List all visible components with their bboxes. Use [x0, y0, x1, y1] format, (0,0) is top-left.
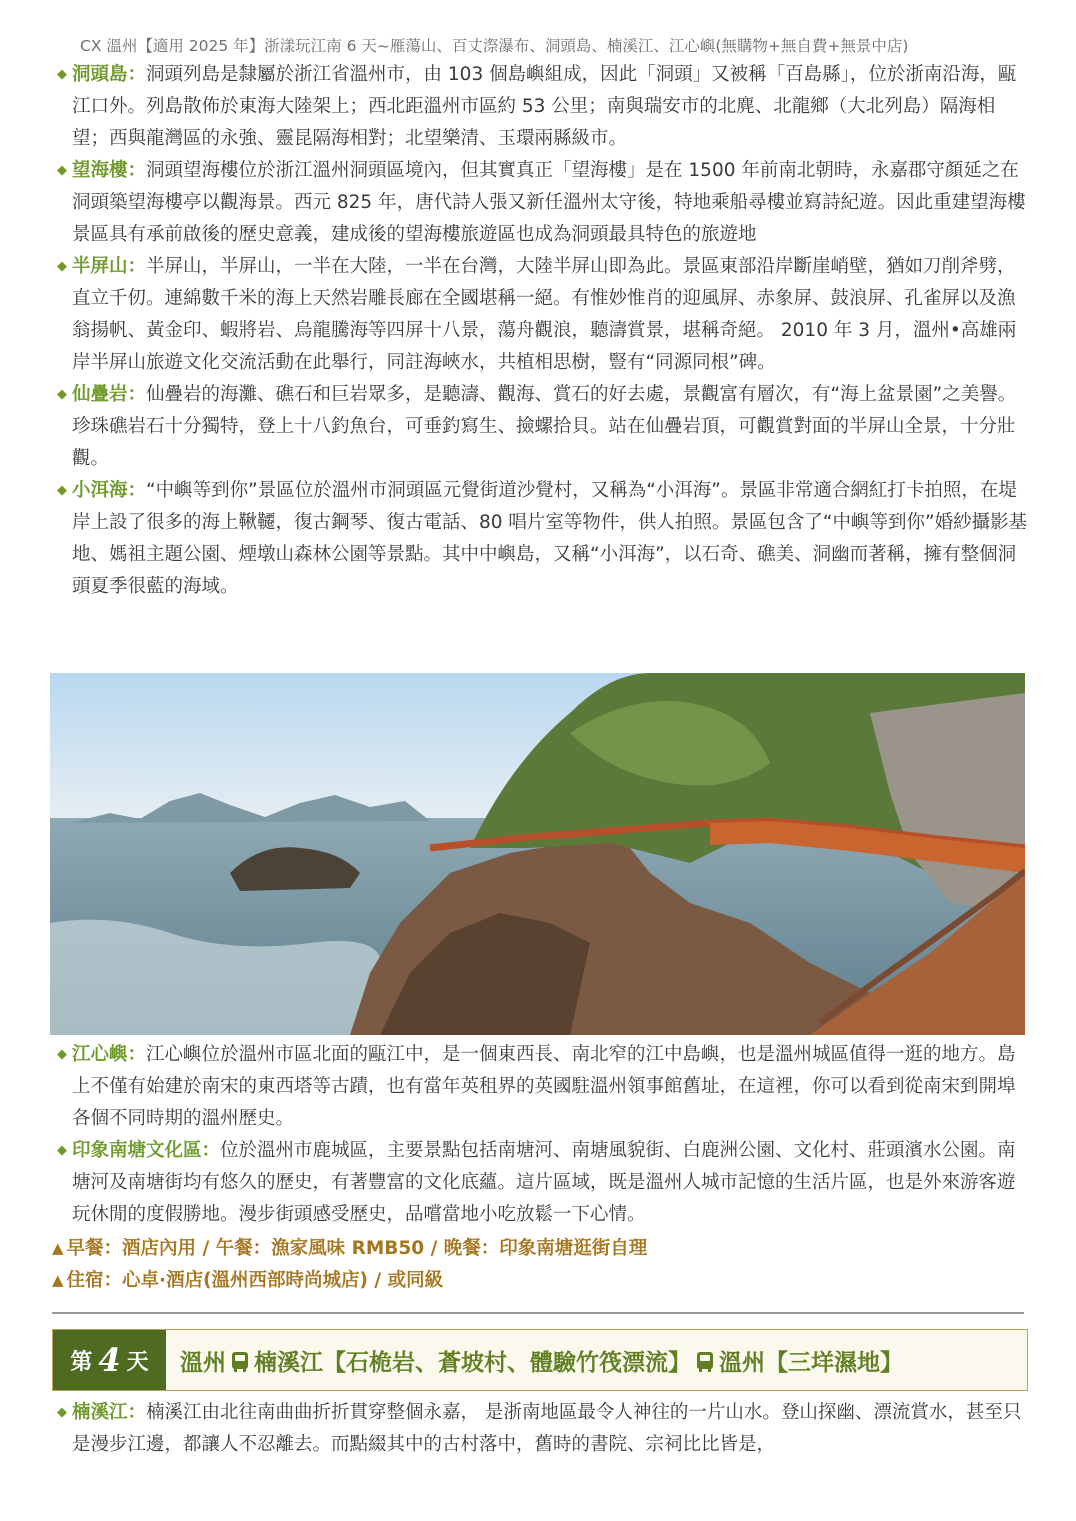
entry-text: 洞頭望海樓位於浙江溫州洞頭區境內，但其實真正「望海樓」是在 1500 年前南北朝時，永嘉郡守顏延之在洞頭築望海樓亭以觀海景。西元 825 年，唐代詩人張又新任溫州太守後，特地乘船尋樓並寫詩紀遊。因此重建望海樓景區具有承前啟後的歷史意義，建成後的望海樓旅遊區也成為洞頭最具特色的旅遊地 [72, 160, 1026, 245]
entry-colon: ： [127, 384, 147, 405]
entry-colon: ： [127, 256, 147, 277]
day-number-box [53, 1330, 166, 1390]
entry-jiangxin-islet [50, 1039, 1030, 1135]
entry-text: 半屏山，半屏山，一半在大陸，一半在台灣，大陸半屏山即為此。景區東部沿岸斷崖峭壁，猶如刀削斧劈，直立千仞。連綿數千米的海上天然岩雕長廊在全國堪稱一絕。有惟妙惟肖的迎風屏、赤象屏、鼓浪屏、孔雀屏以及漁翁揚帆、黃金印、蝦將岩、烏龍騰海等四屏十八景，蕩舟觀浪，聽濤賞景，堪稱奇絕。 2010 年 3 月，溫州•高雄兩岸半屏山旅遊文化交流活動在此舉行，同註海峽水，共植相思樹，豎有“同源同根”碑。 [72, 256, 1017, 373]
diamond-bullet-icon: ◆ [57, 387, 67, 402]
entry-colon: ： [127, 64, 147, 85]
diamond-bullet-icon: ◆ [57, 259, 67, 274]
route-part-3: 溫州【三垟濕地】 [719, 1349, 903, 1376]
photo-illustration [50, 673, 1025, 1035]
entry-text: 江心嶼位於溫州市區北面的甌江中，是一個東西長、南北窄的江中島嶼，也是溫州城區值得一逛的地方。島上不僅有始建於南宋的東西塔等古蹟，也有當年英租界的英國駐溫州領事館舊址，在這裡，你可以看到從南宋到開埠各個不同時期的溫州歷史。 [72, 1044, 1016, 1129]
entry-text: 仙疊岩的海灘、礁石和巨岩眾多，是聽濤、觀海、賞石的好去處，景觀富有層次，有“海上盆景園”之美譽。珍珠礁岩石十分獨特，登上十八釣魚台，可垂釣寫生、撿螺拾貝。站在仙疊岩頂，可觀賞對面的半屏山全景，十分壯觀。 [72, 384, 1017, 469]
entry-title: 江心嶼 [72, 1044, 128, 1065]
day-prefix: 第 [70, 1349, 93, 1375]
entry-nanxi-river [50, 1397, 1030, 1461]
triangle-marker-icon: ▲ [52, 1239, 64, 1257]
entry-colon: ： [127, 1044, 147, 1065]
entry-dongtou-island [50, 59, 1030, 155]
day-suffix: 天 [126, 1349, 149, 1375]
meal-line [52, 1234, 647, 1260]
entry-title: 印象南塘文化區 [72, 1140, 202, 1161]
bus-icon [697, 1352, 713, 1369]
entry-colon: ： [127, 160, 147, 181]
entry-text: 洞頭列島是隸屬於浙江省溫州市，由 103 個島嶼組成，因此「洞頭」又被稱「百島縣」，位於浙南沿海，甌江口外。列島散佈於東海大陸架上；西北距溫州市區約 53 公里；南與瑞安市的北麂、北龍鄉（大北列島）隔海相望；西與龍灣區的永強、靈昆隔海相對；北望樂清、玉環兩縣級市。 [72, 64, 1017, 149]
stay-text: 住宿：心卓·酒店(溫州西部時尚城店) / 或同級 [66, 1270, 444, 1291]
section-divider [52, 1312, 1024, 1314]
entries-top [50, 59, 1030, 603]
entry-wanghai-tower [50, 155, 1030, 251]
entry-title: 半屏山 [72, 256, 128, 277]
entry-text: 位於溫州市鹿城區，主要景點包括南塘河、南塘風貌街、白鹿洲公園、文化村、莊頭濱水公園。南塘河及南塘街均有悠久的歷史，有著豐富的文化底蘊。這片區域，既是溫州人城市記憶的生活片區，也是外來游客遊玩休閒的度假勝地。漫步街頭感受歷史，品嚐當地小吃放鬆一下心情。 [72, 1140, 1016, 1225]
entry-text: “中嶼等到你”景區位於溫州市洞頭區元覺街道沙覺村，又稱為“小洱海”。景區非常適合網紅打卡拍照，在堤岸上設了很多的海上鞦韆，復古鋼琴、復古電話、80 唱片室等物件，供人拍照。景區包含了“中嶼等到你”婚紗攝影基地、媽祖主題公園、煙墩山森林公園等景點。其中中嶼島，又稱“小洱海”，以石奇、礁美、洞幽而著稱，擁有整個洞頭夏季很藍的海域。 [72, 480, 1028, 597]
diamond-bullet-icon: ◆ [57, 1143, 67, 1158]
entry-title: 小洱海 [72, 480, 128, 501]
diamond-bullet-icon: ◆ [57, 1405, 67, 1420]
bus-icon [232, 1352, 248, 1369]
entry-nantang-culture [50, 1135, 1030, 1231]
triangle-marker-icon: ▲ [52, 1271, 64, 1289]
day4-banner [52, 1329, 1028, 1391]
diamond-bullet-icon: ◆ [57, 1047, 67, 1062]
entry-xiandie-rock [50, 379, 1030, 475]
meal-text: 早餐：酒店內用 / 午餐：漁家風味 RMB50 / 晚餐：印象南塘逛街自理 [66, 1238, 648, 1259]
entries-bottom [50, 1397, 1030, 1461]
entry-title: 望海樓 [72, 160, 128, 181]
entry-title: 洞頭島 [72, 64, 128, 85]
entry-text: 楠溪江由北往南曲曲折折貫穿整個永嘉， 是浙南地區最令人神往的一片山水。登山探幽、漂流賞水，甚至只是漫步江邊，都讓人不忍離去。而點綴其中的古村落中，舊時的書院、宗祠比比皆是， [72, 1402, 1022, 1455]
entry-colon: ： [127, 480, 147, 501]
day-number: 4 [98, 1341, 121, 1379]
diamond-bullet-icon: ◆ [57, 163, 67, 178]
diamond-bullet-icon: ◆ [57, 483, 67, 498]
entry-title: 楠溪江 [72, 1402, 128, 1423]
entry-title: 仙疊岩 [72, 384, 128, 405]
route-part-2: 楠溪江【石桅岩、蒼坡村、體驗竹筏漂流】 [254, 1349, 691, 1376]
diamond-bullet-icon: ◆ [57, 67, 67, 82]
entries-mid [50, 1039, 1030, 1231]
entry-colon: ： [201, 1140, 221, 1161]
day-route-title [180, 1330, 903, 1390]
entry-colon: ： [127, 1402, 147, 1423]
entry-banping-mountain [50, 251, 1030, 379]
route-part-1: 溫州 [180, 1349, 226, 1376]
coastal-boardwalk-photo [50, 673, 1025, 1035]
stay-line [52, 1266, 443, 1292]
entry-little-erhai [50, 475, 1030, 603]
page-header: CX 溫州【適用 2025 年】浙漾玩江南 6 天~雁蕩山、百丈漈瀑布、洞頭島、楠溪江、江心嶼(無購物+無自費+無景中店) [80, 37, 909, 55]
